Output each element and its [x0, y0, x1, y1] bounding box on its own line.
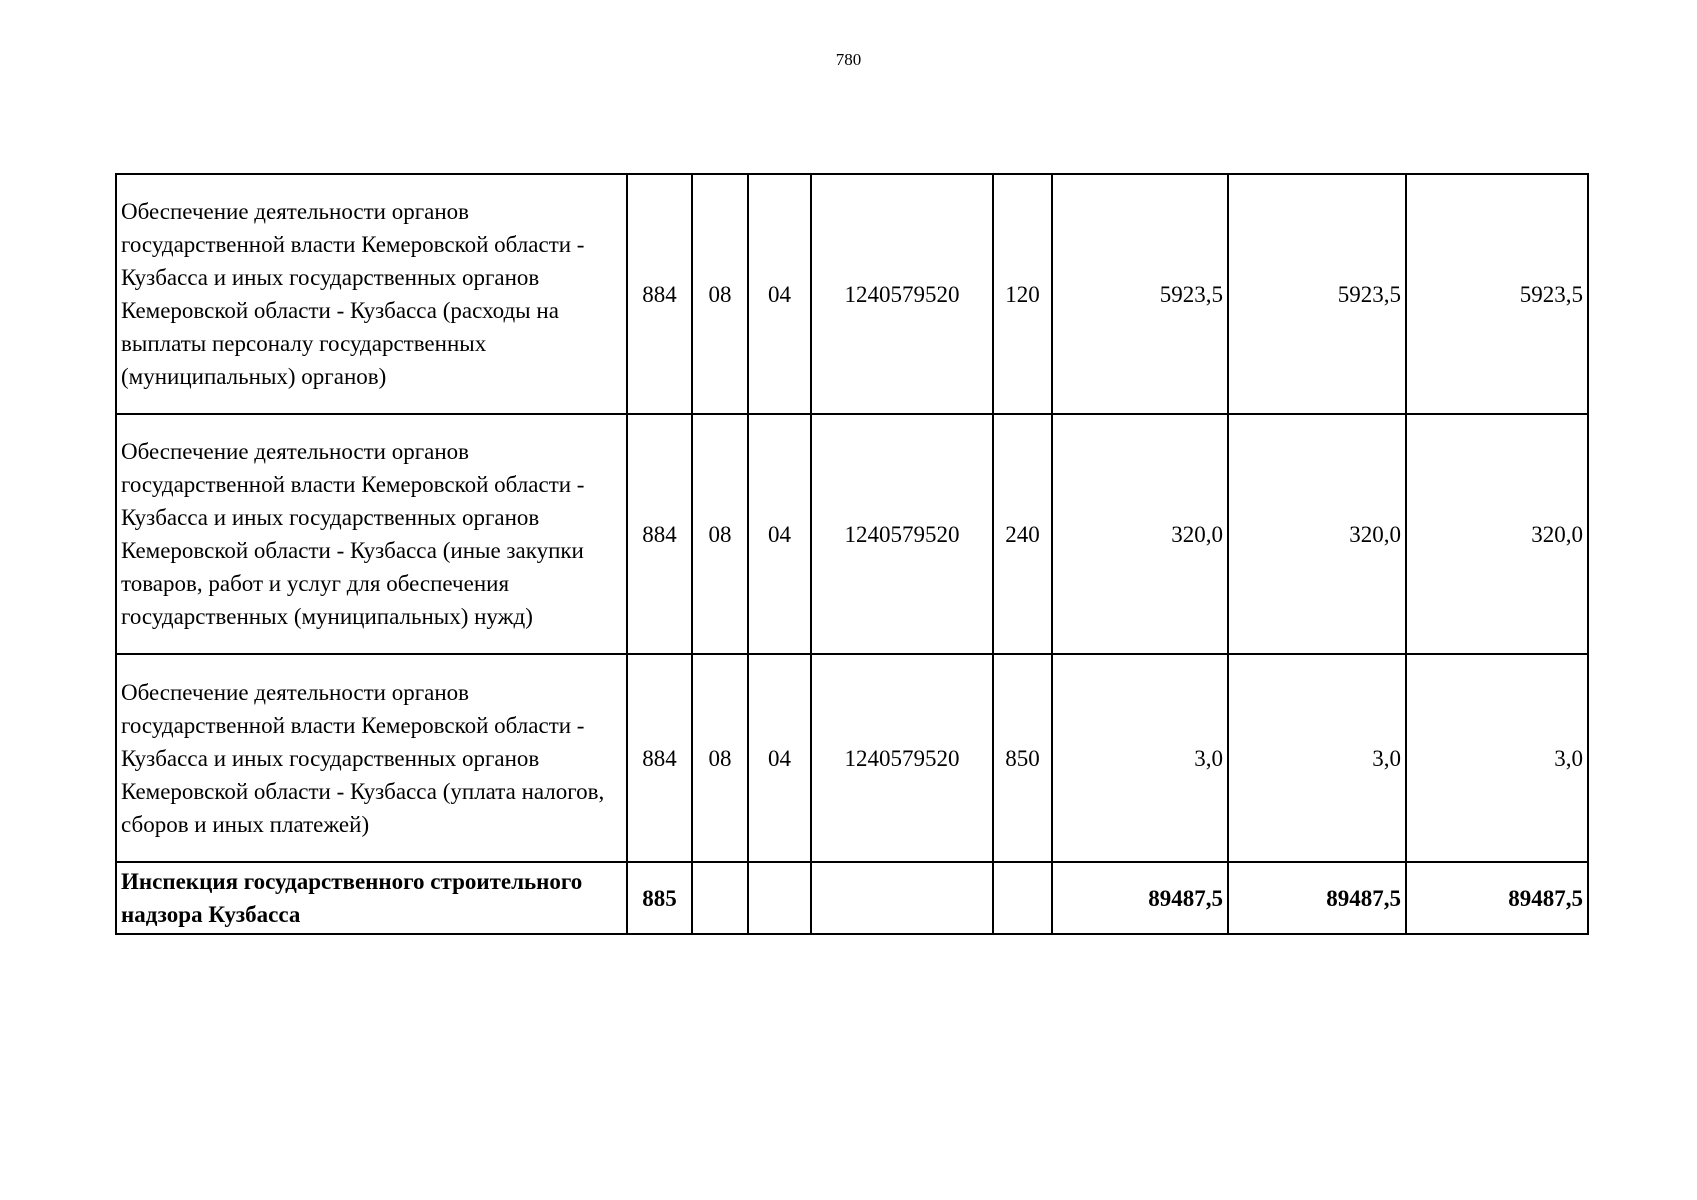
section-code: 08: [692, 174, 748, 414]
table-row: [116, 654, 1588, 862]
ministry-code: 884: [627, 654, 692, 862]
section-code: 08: [692, 414, 748, 654]
sum-column-3: 89487,5: [1406, 862, 1588, 934]
target-article-code: [811, 862, 993, 934]
ministry-code: 884: [627, 414, 692, 654]
ministry-code: 885: [627, 862, 692, 934]
target-article-code: 1240579520: [811, 654, 993, 862]
target-article-code: 1240579520: [811, 174, 993, 414]
row-description: Обеспечение деятельности органов государственной власти Кемеровской области - Кузбасса и иных государственных органов Кемеровской области - Кузбасса (расходы на выплаты персоналу государственных (муниципальных) органов): [116, 174, 627, 414]
budget-table: [115, 173, 1589, 935]
page-number: 780: [835, 50, 862, 69]
subsection-code: 04: [748, 414, 811, 654]
sum-column-1: 5923,5: [1052, 174, 1228, 414]
sum-column-3: 3,0: [1406, 654, 1588, 862]
expense-type-code: [993, 862, 1052, 934]
expense-type-code: 850: [993, 654, 1052, 862]
section-code: [692, 862, 748, 934]
expense-type-code: 240: [993, 414, 1052, 654]
subsection-code: [748, 862, 811, 934]
table-row-total: [116, 862, 1588, 934]
table-row: [116, 174, 1588, 414]
target-article-code: 1240579520: [811, 414, 993, 654]
sum-column-3: 320,0: [1406, 414, 1588, 654]
sum-column-2: 3,0: [1228, 654, 1406, 862]
subsection-code: 04: [748, 174, 811, 414]
section-code: 08: [692, 654, 748, 862]
sum-column-1: 320,0: [1052, 414, 1228, 654]
sum-column-2: 89487,5: [1228, 862, 1406, 934]
row-description: Обеспечение деятельности органов государственной власти Кемеровской области - Кузбасса и иных государственных органов Кемеровской области - Кузбасса (иные закупки товаров, работ и услуг для обеспечения государственных (муниципальных) нужд): [116, 414, 627, 654]
sum-column-3: 5923,5: [1406, 174, 1588, 414]
sum-column-2: 5923,5: [1228, 174, 1406, 414]
subsection-code: 04: [748, 654, 811, 862]
sum-column-1: 89487,5: [1052, 862, 1228, 934]
ministry-code: 884: [627, 174, 692, 414]
row-description: Инспекция государственного строительного надзора Кузбасса: [116, 862, 627, 934]
sum-column-2: 320,0: [1228, 414, 1406, 654]
sum-column-1: 3,0: [1052, 654, 1228, 862]
row-description: Обеспечение деятельности органов государственной власти Кемеровской области - Кузбасса и иных государственных органов Кемеровской области - Кузбасса (уплата налогов, сборов и иных платежей): [116, 654, 627, 862]
table-row: [116, 414, 1588, 654]
expense-type-code: 120: [993, 174, 1052, 414]
